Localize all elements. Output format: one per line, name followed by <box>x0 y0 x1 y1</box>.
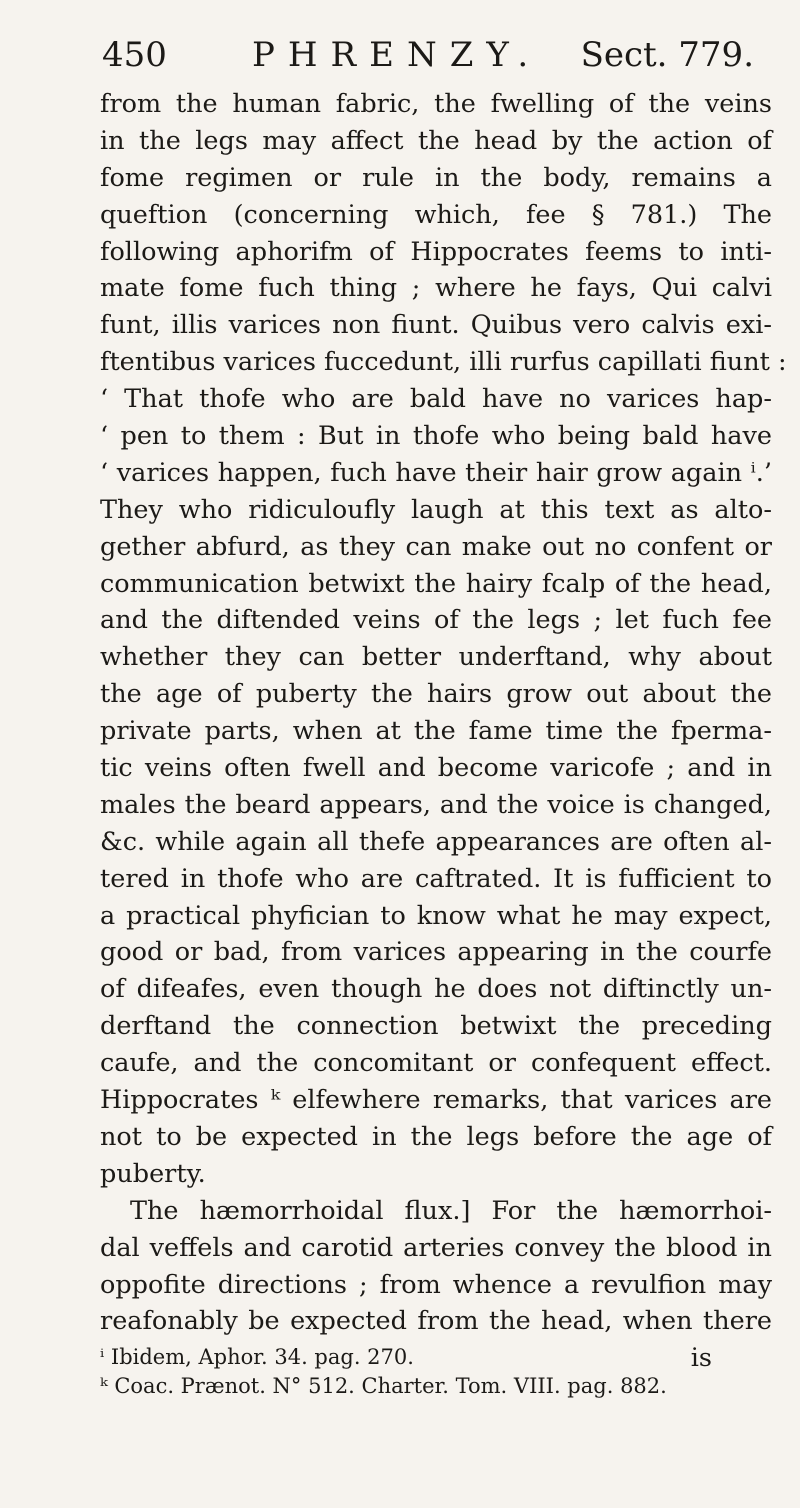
text-line: and the diftended veins of the legs ; let fuch fee <box>100 605 772 636</box>
text-line: ftentibus varices fuccedunt, illi rurfus capillati fiunt : <box>100 347 787 378</box>
text-line: communication betwixt the hairy fcalp of the head, <box>100 568 772 599</box>
text-line: ‘ pen to them : But in thofe who being bald have <box>100 421 772 452</box>
text-line: ‘ That thofe who are bald have no varices hap- <box>100 384 772 415</box>
text-line: males the beard appears, and the voice is changed, <box>100 789 772 820</box>
text-line: private parts, when at the fame time the fperma- <box>100 716 772 747</box>
text-line: dal veffels and carotid arteries convey the blood in <box>100 1232 772 1263</box>
text-line: funt, illis varices non fiunt. Quibus vero calvis exi- <box>100 310 772 341</box>
text-line: whether they can better underftand, why about <box>100 642 772 673</box>
text-line: reafonably be expected from the head, when there <box>100 1306 772 1337</box>
text-line: The hæmorrhoidal flux.] For the hæmorrhoi- <box>130 1195 772 1226</box>
body-text <box>100 86 787 1377</box>
running-title: PHRENZY. <box>252 35 542 75</box>
text-line: caufe, and the concomitant or confequent effect. <box>100 1048 772 1079</box>
text-line: Hippocrates ᵏ elfewhere remarks, that varices are <box>100 1085 772 1116</box>
text-line: derftand the connection betwixt the preceding <box>100 1011 772 1042</box>
text-line: oppofite directions ; from whence a revulfion may <box>100 1269 772 1300</box>
text-line: from the human fabric, the fwelling of the veins <box>100 89 772 119</box>
text-line: ‘ varices happen, fuch have their hair grow again ⁱ.’ <box>100 457 772 488</box>
footnotes <box>100 1343 780 1401</box>
text-line: following aphorifm of Hippocrates feems to inti- <box>100 236 772 267</box>
text-line: puberty. <box>100 1158 206 1189</box>
text-line: tered in thofe who are caftrated. It is fufficient to <box>100 863 772 894</box>
running-header <box>102 30 754 80</box>
text-line: They who ridiculoufly laugh at this text as alto- <box>100 494 772 525</box>
footnote: ᵏ Coac. Prænot. N° 512. Charter. Tom. VIII. pag. 882. <box>100 1374 667 1398</box>
text-line: in the legs may affect the head by the action of <box>100 125 772 156</box>
page-number: 450 <box>102 35 167 75</box>
section-number: Sect. 779. <box>580 35 754 75</box>
text-line: fome regimen or rule in the body, remains a <box>100 162 772 193</box>
text-line: gether abfurd, as they can make out no confent or <box>100 531 772 562</box>
footnote: ⁱ Ibidem, Aphor. 34. pag. 270. <box>100 1345 414 1369</box>
text-line: of difeafes, even though he does not diftinctly un- <box>100 974 772 1005</box>
text-line: the age of puberty the hairs grow out about the <box>100 679 772 710</box>
text-line: mate fome fuch thing ; where he fays, Qui calvi <box>100 273 772 304</box>
text-line: not to be expected in the legs before the age of <box>100 1121 772 1152</box>
text-line: tic veins often fwell and become varicofe ; and in <box>100 753 772 784</box>
text-line: &c. while again all thefe appearances are often al- <box>100 826 772 857</box>
text-line: good or bad, from varices appearing in the courfe <box>100 937 772 968</box>
catchword: is <box>690 1343 712 1374</box>
text-line: queftion (concerning which, fee § 781.) The <box>100 199 772 230</box>
text-line: a practical phyfician to know what he may expect, <box>100 900 772 931</box>
